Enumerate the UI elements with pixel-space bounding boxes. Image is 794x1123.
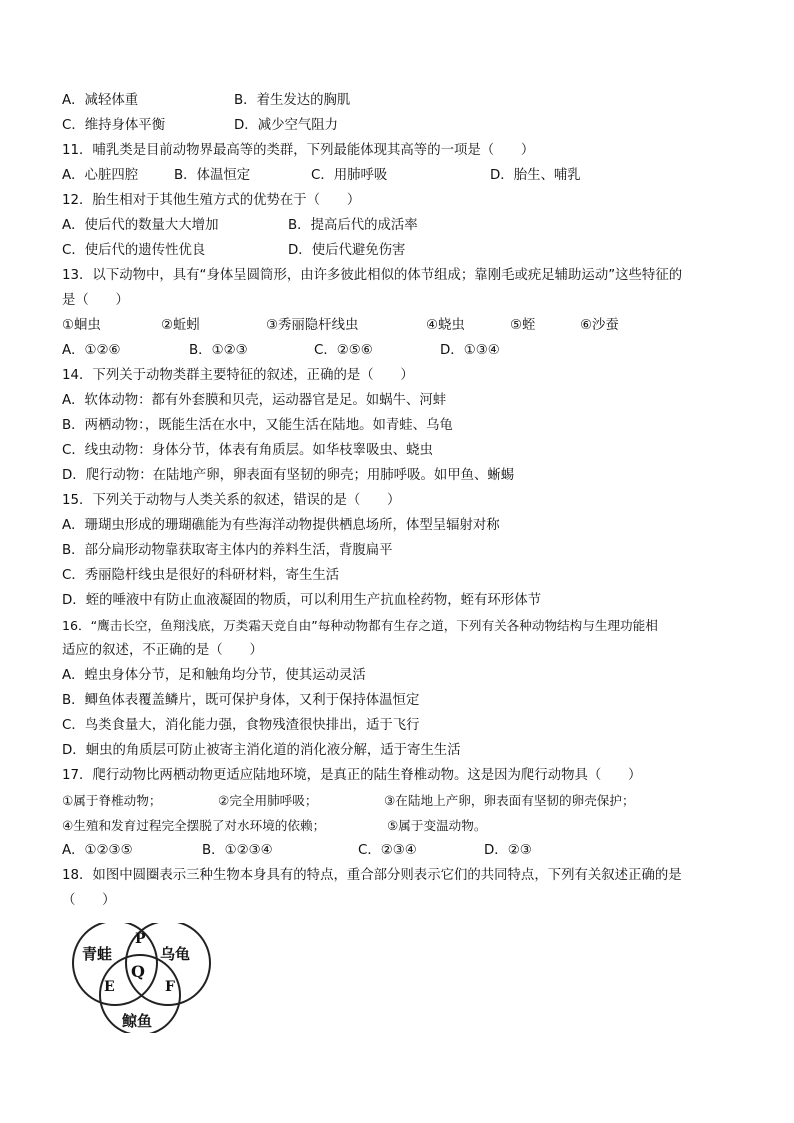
q15-option-c[interactable]: C．秀丽隐杆线虫是很好的科研材料，寄生生活 (62, 568, 340, 583)
q12-option-a[interactable]: A．使后代的数量大大增加 (62, 218, 219, 233)
document-page (62, 88, 742, 913)
q16-option-b[interactable]: B．鲫鱼体表覆盖鳞片，既可保护身体，又利于保持体温恒定 (62, 693, 420, 708)
venn-label-turtle: 乌龟 (160, 945, 191, 963)
q14-option-c[interactable]: C．线虫动物：身体分节，体表有角质层。如华枝睾吸虫、蛲虫 (62, 443, 433, 458)
q17-option-a[interactable]: A．①②③⑤ (62, 843, 133, 858)
q10-options-row-2 (62, 113, 742, 138)
q17-option-b[interactable]: B．①②③④ (202, 843, 273, 858)
q11-option-c[interactable]: C．用肺呼吸 (311, 168, 388, 183)
q15-stem: 15．下列关于动物与人类关系的叙述，错误的是（ ） (62, 493, 401, 508)
q13-item-3: ③秀丽隐杆线虫 (266, 318, 359, 333)
venn-region-p: P (135, 931, 146, 947)
q12-option-d[interactable]: D．使后代避免伤害 (288, 243, 406, 258)
q16-option-a[interactable]: A．蝗虫身体分节，足和触角均分节，使其运动灵活 (62, 668, 366, 683)
q13-options (62, 338, 742, 363)
q12-option-c[interactable]: C．使后代的遗传性优良 (62, 243, 206, 258)
q17-item-4: ④生殖和发育过程完全摆脱了对水环境的依赖； (62, 818, 326, 833)
q15-option-b[interactable]: B．部分扁形动物靠获取寄主体内的养料生活，背腹扁平 (62, 543, 393, 558)
q13-item-5: ⑤蛭 (510, 318, 536, 333)
q11-option-b[interactable]: B．体温恒定 (174, 168, 251, 183)
q10-option-a[interactable]: A．减轻体重 (62, 93, 139, 108)
q13-item-6: ⑥沙蚕 (580, 318, 619, 333)
q14-option-d[interactable]: D．爬行动物：在陆地产卵，卵表面有坚韧的卵壳；用肺呼吸。如甲鱼、蜥蜴 (62, 468, 515, 483)
q13-option-b[interactable]: B．①②③ (189, 343, 248, 358)
q13-item-4: ④蛲虫 (426, 318, 465, 333)
venn-region-q: Q (131, 962, 145, 981)
q13-item-1: ①蛔虫 (62, 318, 101, 333)
q16-option-d[interactable]: D．蛔虫的角质层可防止被寄主消化道的消化液分解，适于寄生生活 (62, 743, 461, 758)
q13-stem-line-2: 是（ ） (62, 293, 129, 308)
q13-option-d[interactable]: D．①③④ (440, 343, 500, 358)
q18-stem-line-2: （ ） (62, 893, 116, 908)
q13-option-c[interactable]: C．②⑤⑥ (314, 343, 373, 358)
q13-stem-line-1: 13．以下动物中，具有“身体呈圆筒形，由许多彼此相似的体节组成；靠刚毛或疣足辅助运动”这些特征的 (62, 268, 683, 283)
q10-options-row-1 (62, 88, 742, 113)
venn-label-whale: 鲸鱼 (122, 1012, 153, 1030)
q17-stem: 17．爬行动物比两栖动物更适应陆地环境，是真正的陆生脊椎动物。这是因为爬行动物具（ ） (62, 768, 642, 783)
q17-item-5: ⑤属于变温动物。 (387, 818, 487, 833)
q13-option-a[interactable]: A．①②⑥ (62, 343, 121, 358)
q11-option-d[interactable]: D．胎生、哺乳 (490, 168, 581, 183)
q16-option-c[interactable]: C．鸟类食量大，消化能力强，食物残渣很快排出，适于飞行 (62, 718, 420, 733)
venn-diagram (68, 923, 218, 1033)
q12-options-row-1 (62, 213, 742, 238)
q11-option-a[interactable]: A．心脏四腔 (62, 168, 139, 183)
q17-options (62, 838, 742, 863)
q11-options (62, 163, 742, 188)
q17-items-row-2 (62, 813, 742, 838)
q17-option-c[interactable]: C．②③④ (358, 843, 417, 858)
q16-stem-line-2: 适应的叙述，不正确的是（ ） (62, 643, 263, 658)
q12-stem: 12．胎生相对于其他生殖方式的优势在于（ ） (62, 193, 361, 208)
q17-item-3: ③在陆地上产卵，卵表面有坚韧的卵壳保护； (384, 793, 635, 808)
q14-option-b[interactable]: B．两栖动物：，既能生活在水中，又能生活在陆地。如青蛙、乌龟 (62, 418, 453, 433)
q18-stem-line-1: 18．如图中圆圈表示三种生物本身具有的特点，重合部分则表示它们的共同特点，下列有关叙述正确的是 (62, 868, 682, 883)
q10-option-b[interactable]: B．着生发达的胸肌 (234, 93, 351, 108)
q11-stem: 11．哺乳类是目前动物界最高等的类群，下列最能体现其高等的一项是（ ） (62, 143, 535, 158)
q17-option-d[interactable]: D．②③ (484, 843, 532, 858)
q15-option-a[interactable]: A．珊瑚虫形成的珊瑚礁能为有些海洋动物提供栖息场所，体型呈辐射对称 (62, 518, 500, 533)
q12-option-b[interactable]: B．提高后代的成活率 (288, 218, 418, 233)
venn-label-frog: 青蛙 (82, 945, 113, 963)
q17-item-1: ①属于脊椎动物； (62, 793, 162, 808)
q17-items-row-1 (62, 788, 742, 813)
q13-item-2: ②蚯蚓 (161, 318, 200, 333)
venn-region-e: E (104, 979, 115, 995)
q13-items (62, 313, 742, 338)
q12-options-row-2 (62, 238, 742, 263)
q10-option-d[interactable]: D．减少空气阻力 (234, 118, 339, 133)
q15-option-d[interactable]: D．蛭的唾液中有防止血液凝固的物质，可以利用生产抗血栓药物，蛭有环形体节 (62, 593, 541, 608)
q14-option-a[interactable]: A．软体动物：都有外套膜和贝壳，运动器官是足。如蜗牛、河蚌 (62, 393, 447, 408)
venn-region-f: F (165, 979, 175, 995)
q14-stem: 14．下列关于动物类群主要特征的叙述，正确的是（ ） (62, 368, 414, 383)
q10-option-c[interactable]: C．维持身体平衡 (62, 118, 166, 133)
q17-item-2: ②完全用肺呼吸； (218, 793, 318, 808)
q16-stem-line-1: 16．“鹰击长空，鱼翔浅底，万类霜天竞自由”每种动物都有生存之道，下列有关各种动物结构与生理功能相 (62, 618, 658, 633)
